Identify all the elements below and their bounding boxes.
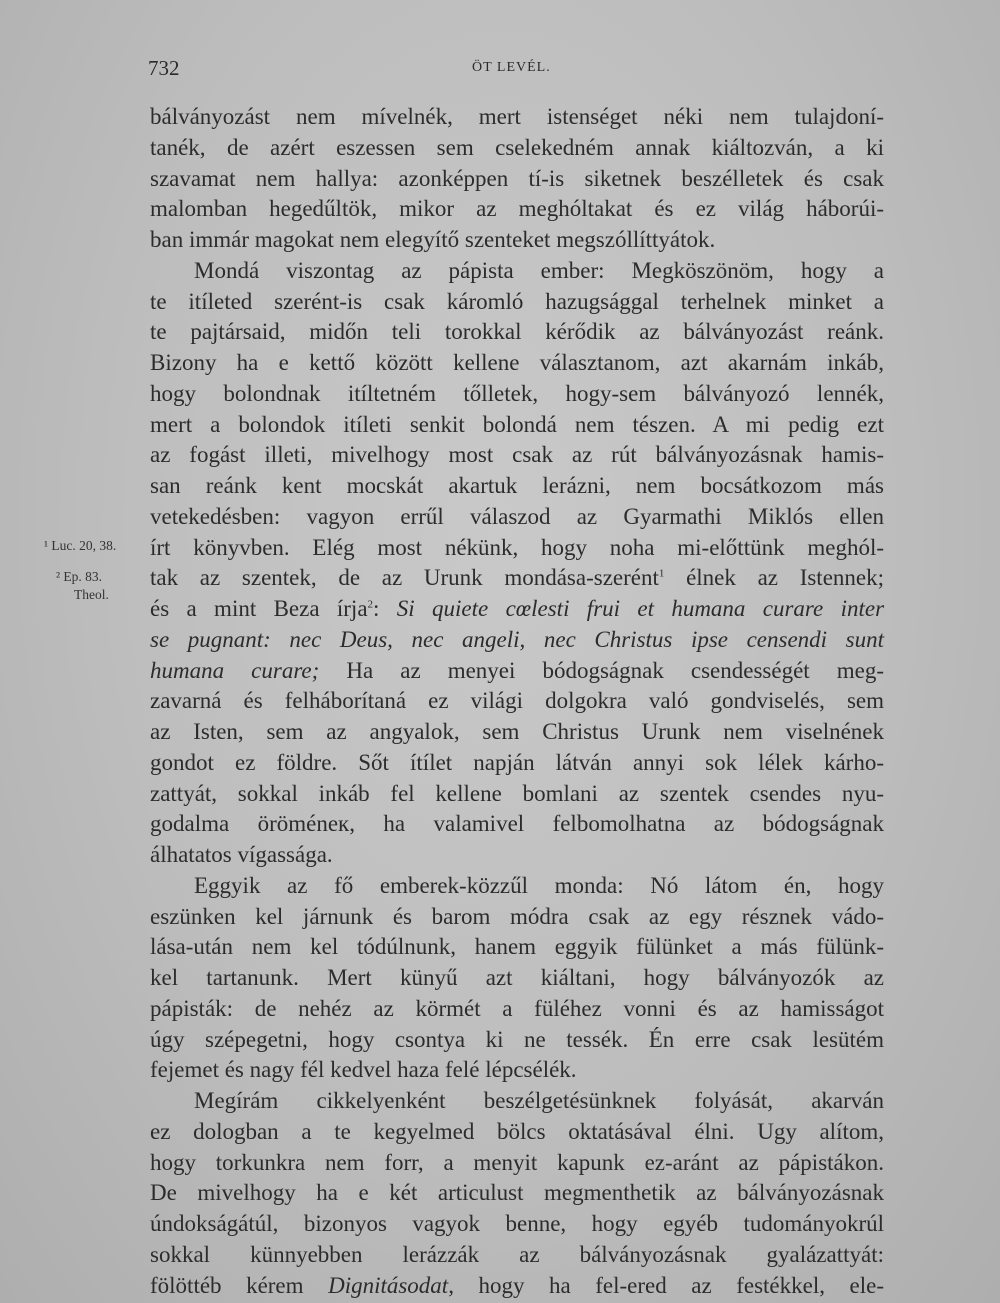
text-line: fejemet és nagy fél kedvel haza felé lépcsélék. [150,1057,577,1083]
text-line: bálványozást nem mívelnék, mert istenséget néki nem tulajdoní- [150,104,884,129]
margin-notes [0,0,150,1303]
paragraph-start: Megírám cikkelyenként beszélgetésünknek folyását, akarván [194,1088,884,1113]
text-line: pápisták: de nehéz az körmét a füléhez vonni és az hamisságot [150,995,884,1021]
latin-quote: se pugnant: nec Deus, nec angeli, nec Christus ipse censendi sunt [150,626,884,652]
text-line: godalma öröméneк, ha valamivel felbomolhatna az bódogságnak [150,811,884,837]
text-line: mert a bolondok itíleti senkit bolondá nem tészen. A mi pedig ezt [150,411,884,437]
text-line: vetekedésben: vagyon errűl válaszod az Gyarmathi Miklós ellen [150,503,884,529]
text-line [150,656,884,687]
text-line: gondot ez földre. Sőt ítílet napján látván annyi sok lélek kárho- [150,749,884,775]
text-line: szavamat nem hallya: azonképpen tí-is siketnek beszélletek és csak [150,165,884,191]
text-line: úndokságátúl, bizonyos vagyok benne, hogy egyéb tudományokrúl [150,1211,884,1236]
latin-quote: Si quiete cœlesti frui et humana curare inter [396,596,885,621]
paragraph-start: Mondá viszontag az pápista ember: Megköszönöm, hogy a [194,257,884,283]
text-line [150,594,884,625]
text-line [150,1271,884,1302]
margin-note-luc: ¹ Luc. 20, 38. [44,538,117,553]
italic-word: Dignitásodat, [328,1272,454,1298]
margin-note-ep: ² Ep. 83. [56,569,103,584]
text-line: zavarná és felháborítaná ez világi dolgokra való gondviselés, sem [150,688,884,714]
text-line: malomban hegedűltök, mikor az meghóltakat és ez világ háborúi- [150,196,884,222]
text-segment: élnek az Istennek; [664,565,885,591]
running-title: ÖT LEVÉL. [472,60,551,75]
footnote-ref: 1 [658,567,665,580]
text-segment: : [373,596,397,621]
text-line: ez dologban a te kegyelmed bölcs oktatásával élni. Ugy alítom, [150,1118,884,1144]
margin-note-theol: Theol. [74,587,109,602]
paragraph-start: Eggyik az fő emberek-közzűl monda: Nó látom én, hogy [194,872,884,898]
text-segment: Ha az menyei bódogságnak csendességét meg- [319,657,885,683]
text-line [150,625,884,656]
latin-quote: humana curare; [150,657,320,683]
footnote-ref: 2 [367,598,374,611]
text-line: ban immár magokat nem elegyítő szenteket megszóllíttyátok. [150,227,716,252]
text-line: lása-után nem kel tódúlnunk, hanem eggyik fülünket a más fülünk- [150,934,884,960]
page-number: 732 [148,56,180,80]
text-line: az Isten, sem az angyalok, sem Christus Urunk nem viselnének [150,719,884,744]
text-line: zattyát, sokkal inkáb fel kellene bomlani az szentek csendes nyu- [150,780,884,806]
text-line: kel tartanunk. Mert künyű azt kiáltani, hogy bálványozók az [150,965,884,990]
page-header [0,56,1000,82]
text-line [150,563,884,594]
text-segment: tak az szentek, de az Urunk mondása-szerént [150,565,659,591]
text-line: hogy torkunkra nem forr, a menyit kapunk ez-aránt az pápistákon. [150,1149,884,1175]
text-segment: hogy ha fel-ered az festékkel, ele- [453,1272,884,1298]
text-line: san reánk kent mocskát akartuk lerázni, nem bocsátkozom más [150,473,884,498]
text-line: úgy szépegetni, hogy csontya ki ne tessék. Én erre csak lesütém [150,1026,884,1052]
text-line: írt könyvben. Elég most nékünk, hogy noha mi-előttünk meghól- [150,534,884,560]
text-line: te itíleted szerént-is csak káromló hazugsággal terhelnek minket a [150,288,884,314]
text-line: hogy bolondnak itíltetném tőlletek, hogy-sem bálványozó lennék, [150,380,884,406]
body-text [150,102,884,1301]
text-line: sokkal künnyebben lerázzák az bálványozásnak gyalázattyát: [150,1241,884,1267]
text-line: az fogást illeti, mivelhogy most csak az rút bálványozásnak hamis- [150,442,884,468]
text-line: te pajtársaid, midőn teli torokkal kérődik az bálványozást reánk. [150,319,884,345]
text-line: tanék, de azért eszessen sem cselekedném annak kiáltozván, a ki [150,134,884,160]
text-line: eszünken kel járnunk és barom módra csak az egy résznek vádo- [150,903,884,929]
text-segment: fölöttéb kérem [150,1272,329,1298]
text-line: De mivelhogy ha e két articulust megmenthetik az bálványozásnak [150,1180,884,1206]
text-line: Bizony ha e kettő között kellene választanom, azt akarnám inkáb, [150,350,884,375]
text-segment: és a mint Beza írja [150,596,368,621]
text-line: álhatatos vígassága. [150,842,333,867]
